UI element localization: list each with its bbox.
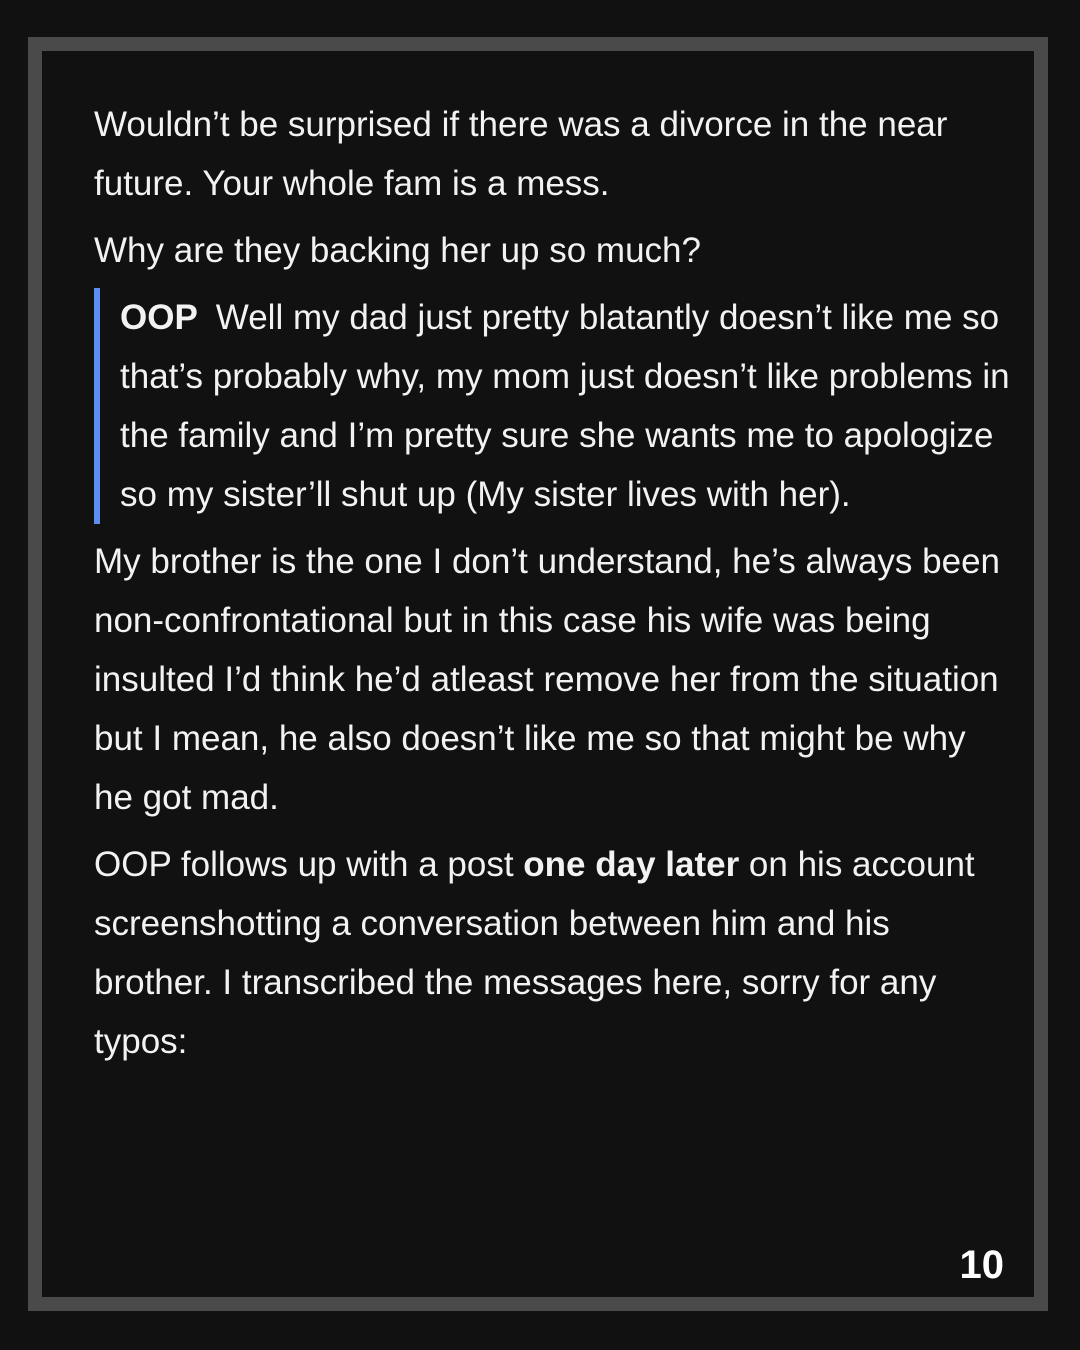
followup-paragraph	[94, 835, 1014, 1071]
page-number: 10	[959, 1243, 1004, 1287]
comment-paragraph-1: Wouldn’t be surprised if there was a divorce in the near future. Your whole fam is a mess.	[94, 105, 948, 203]
oop-quote-text: Well my dad just pretty blatantly doesn’t like me so that’s probably why, my mom just doesn’t like problems in the family and I’m pretty sure she wants me to apologize so my sister’ll shut up (My sister lives with her).	[120, 298, 1010, 514]
followup-text-start: OOP follows up with a post	[94, 845, 524, 884]
followup-emphasis: one day later	[523, 845, 740, 884]
page-frame	[28, 37, 1048, 1311]
comment-paragraph-3: My brother is the one I don’t understand, he’s always been non-confrontational but in this case his wife was being insulted I’d think he’d atleast remove her from the situation but I mean, he also doesn’t like me so that might be why he got mad.	[94, 542, 1001, 817]
followup-text-end: on his account screenshotting a conversation between him and his brother. I transcribed the messages here, sorry for any typos:	[94, 845, 975, 1061]
post-text	[94, 95, 1014, 1079]
comment-paragraph-2: Why are they backing her up so much?	[94, 231, 701, 270]
oop-label: OOP	[120, 298, 198, 337]
oop-quote-block	[94, 288, 1014, 524]
